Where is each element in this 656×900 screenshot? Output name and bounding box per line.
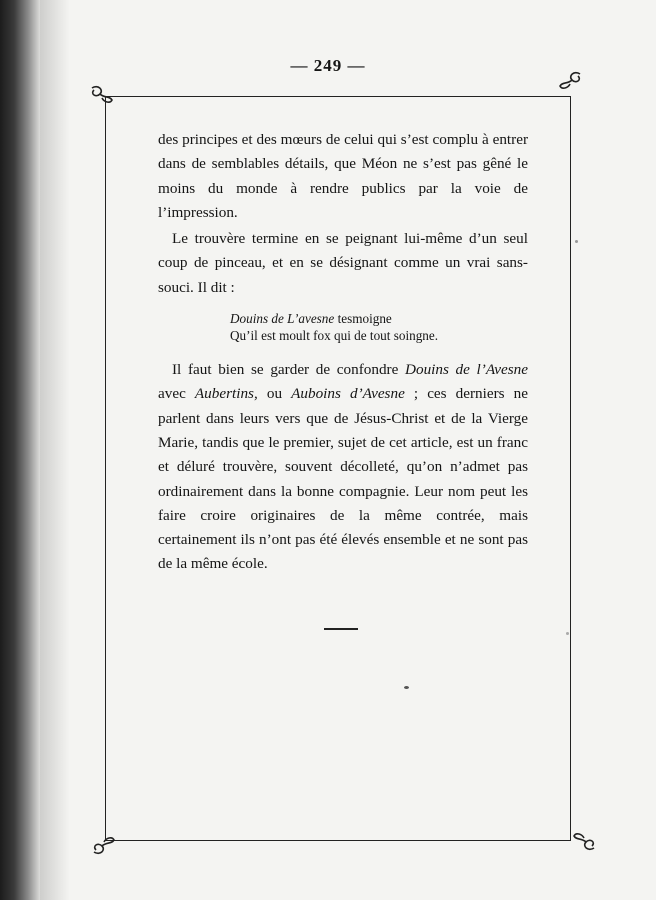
name-auboins: Auboins d’Avesne (291, 385, 405, 403)
paragraph-1: des principes et des mœurs de celui qui s’est complu à entrer dans de semblables détails, que Méon ne s’est pas gêné le moins du monde à rendre publics par la voie de l’impression. (158, 131, 528, 221)
paragraph-3-text-2: avec (158, 385, 195, 403)
verse-author-name: Douins de L’avesne (230, 311, 335, 327)
corner-ornament-bottom-right-icon (570, 830, 598, 854)
corner-ornament-top-right-icon (556, 68, 584, 92)
verse-line-1 (230, 310, 528, 327)
paragraph-2: Le trouvère termine en se peignant lui-même d’un seul coup de pinceau, et en se désignant comme un vrai sans-souci. Il dit : (158, 230, 528, 296)
verse-line-1-rest: tesmoigne (334, 311, 392, 327)
paragraph-3-text-3: , ou (253, 385, 292, 403)
corner-ornament-top-left-icon (88, 82, 116, 106)
section-end-rule (324, 628, 358, 630)
name-douins: Douins de l’Avesne (405, 361, 528, 379)
corner-ornament-bottom-left-icon (90, 834, 118, 858)
body-text (158, 128, 528, 577)
paragraph-3 (158, 358, 528, 577)
verse-line-2: Qu’il est moult fox qui de tout soingne. (230, 328, 439, 344)
gutter-shade (40, 0, 70, 900)
paragraph-3-text-4: ; ces derniers ne parlent dans leurs vers que de Jésus-Christ et de la Vierge Marie, tandis que le premier, sujet de cet article, est un franc et déluré trouvère, souvent décolleté, qu’on n’admet pas ordinairement dans la bonne compagnie. Leur nom peut les faire croire originaires de la même contrée, mais certainement ils n’ont pas été élevés ensemble et ne sont pas de la même école. (158, 385, 528, 573)
paper-speck (575, 240, 578, 243)
paper-speck (404, 686, 409, 689)
verse-quote (230, 310, 528, 344)
book-spine-shadow (0, 0, 40, 900)
name-aubertins: Aubertins (194, 385, 254, 403)
paragraph-3-text-1: Il faut bien se garder de confondre (172, 361, 406, 379)
page-number: — 249 — (290, 56, 366, 75)
paper-speck (566, 632, 569, 635)
